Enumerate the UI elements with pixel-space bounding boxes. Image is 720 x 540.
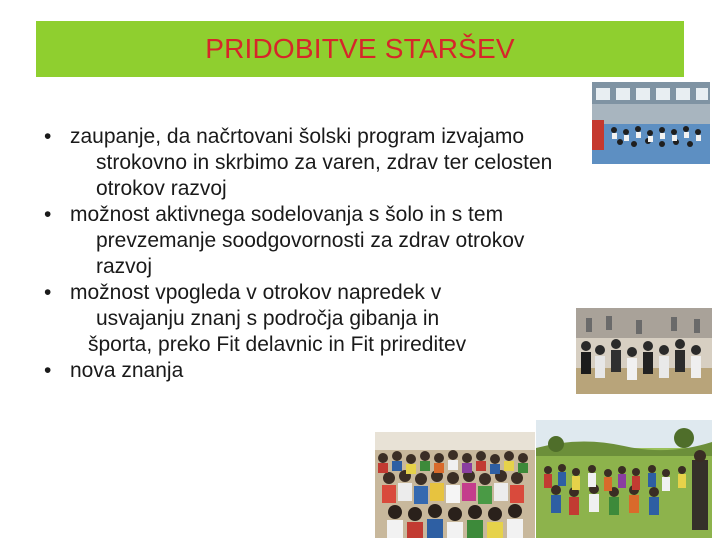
bullet-continuation: otrokov razvoj	[96, 177, 227, 200]
gym-hall-photo	[592, 82, 710, 164]
bullet-marker: •	[44, 359, 52, 382]
slide-title: PRIDOBITVE STARŠEV	[205, 33, 515, 64]
outdoor-field-photo	[536, 420, 712, 538]
bullet-marker: •	[44, 281, 52, 304]
bullet-text: zaupanje, da načrtovani šolski program izvajamo	[70, 125, 525, 148]
bullet-continuation: strokovno in skrbimo za varen, zdrav ter celosten	[96, 151, 553, 174]
bullet-text: nova znanja	[70, 359, 184, 382]
bullet-continuation: športa, preko Fit delavnic in Fit prireditev	[88, 333, 467, 356]
bullet-continuation: usvajanju znanj s področja gibanja in	[96, 307, 440, 330]
audience-photo	[375, 432, 535, 538]
title-bar	[36, 21, 684, 77]
bullet-text: možnost aktivnega sodelovanja s šolo in s tem	[70, 203, 504, 226]
bullet-continuation: prevzemanje soodgovornosti za zdrav otrokov	[96, 229, 525, 252]
bullet-item	[40, 202, 700, 280]
school-event-photo	[576, 308, 712, 394]
bullet-marker: •	[44, 125, 52, 148]
bullet-text: možnost vpogleda v otrokov napredek v	[70, 281, 442, 304]
bullet-marker: •	[44, 203, 52, 226]
bullet-continuation: razvoj	[96, 255, 153, 278]
